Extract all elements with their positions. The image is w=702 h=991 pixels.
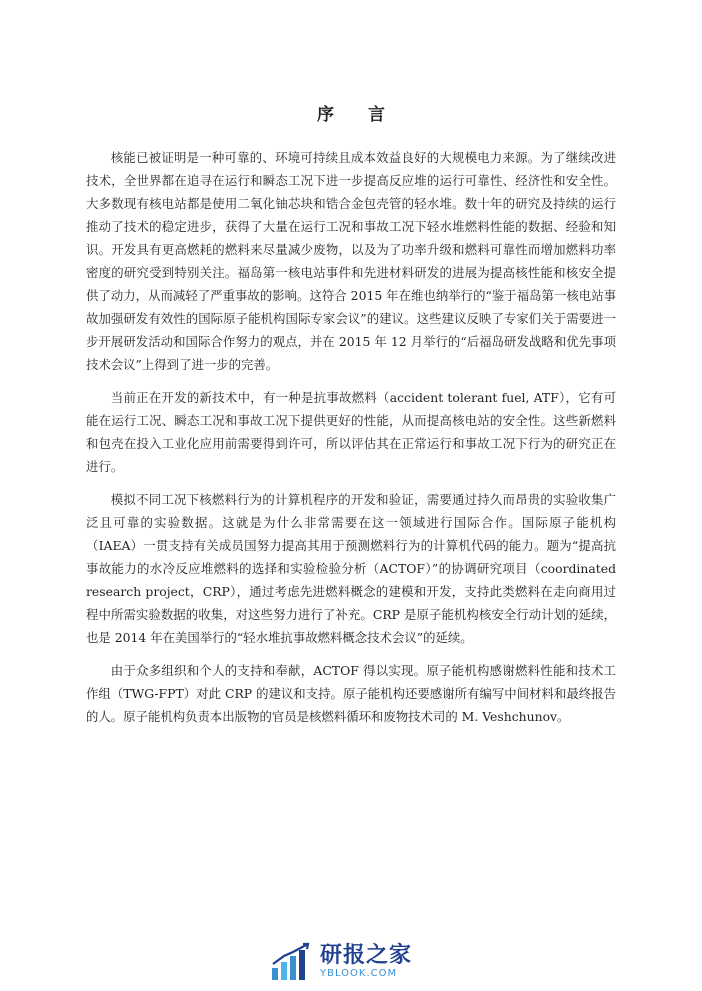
paragraph-3: 模拟不同工况下核燃料行为的计算机程序的开发和验证，需要通过持久而昂贵的实验收集广泛且可靠的实验数据。这就是为什么非常需要在这一领域进行国际合作。国际原子能机构（IAEA）一贯支持有关成员国努力提高其用于预测燃料行为的计算机代码的能力。题为“提高抗事故能力的水冷反应堆燃料的选择和实验检验分析（ACTOF）”的协调研究项目（coordinated research project，CRP），通过考虑先进燃料概念的建模和开发，支持此类燃料在走向商用过程中所需实验数据的收集，对这些努力进行了补充。CRP 是原子能机构核安全行动计划的延续，也是 2014 年在美国举行的“轻水堆抗事故燃料概念技术会议”的延续。 bbox=[86, 492, 616, 645]
page-title: 序 言 bbox=[317, 105, 399, 125]
paragraph-2: 当前正在开发的新技术中，有一种是抗事故燃料（accident tolerant fuel, ATF），它有可能在运行工况、瞬态工况和事故工况下提供更好的性能，从而提高核电站的安全性。这些新燃料和包壳在投入工业化应用前需要得到许可，所以评估其在正常运行和事故工况下行为的研究正在进行。 bbox=[86, 390, 616, 474]
watermark-url: YBLOOK.COM bbox=[320, 968, 398, 979]
paragraph-1: 核能已被证明是一种可靠的、环境可持续且成本效益良好的大规模电力来源。为了继续改进技术，全世界都在追寻在运行和瞬态工况下进一步提高反应堆的运行可靠性、经济性和安全性。大多数现有核电站都是使用二氧化铀芯块和锆合金包壳管的轻水堆。数十年的研究及持续的运行推动了技术的稳定进步，获得了大量在运行工况和事故工况下轻水堆燃料性能的数据、经验和知识。开发具有更高燃耗的燃料来尽量减少废物，以及为了功率升级和燃料可靠性而增加燃料功率密度的研究受到特别关注。福岛第一核电站事件和先进材料研发的进展为提高核性能和核安全提供了动力，从而减轻了严重事故的影响。这符合 2015 年在维也纳举行的“鉴于福岛第一核电站事故加强研发有效性的国际原子能机构国际专家会议”的建议。这些建议反映了专家们关于需要进一步开展研发活动和国际合作努力的观点，并在 2015 年 12 月举行的“后福岛研发战略和优先事项技术会议”上得到了进一步的完善。 bbox=[86, 150, 616, 372]
paragraph-4: 由于众多组织和个人的支持和奉献，ACTOF 得以实现。原子能机构感谢燃料性能和技术工作组（TWG-FPT）对此 CRP 的建议和支持。原子能机构还要感谢所有编写中间材料和最终报告的人。原子能机构负责本出版物的官员是核燃料循环和废物技术司的 M. Veshchunov。 bbox=[86, 663, 616, 724]
watermark-logo bbox=[270, 942, 412, 982]
document-body bbox=[86, 146, 616, 738]
bar-chart-logo-icon bbox=[270, 942, 314, 982]
watermark-name: 研报之家 bbox=[320, 943, 413, 968]
watermark-text bbox=[320, 944, 412, 980]
